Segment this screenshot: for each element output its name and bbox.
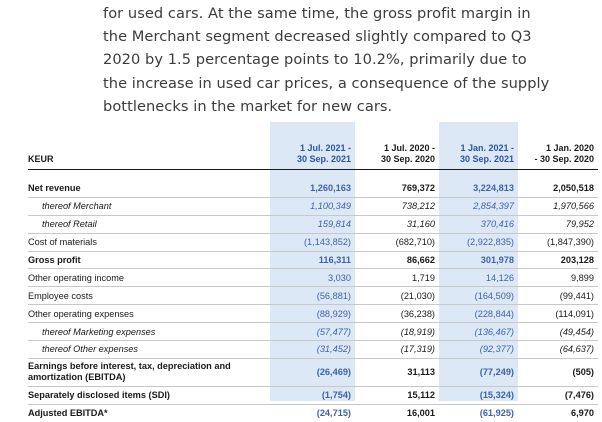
cell: 86,662 [355,251,439,269]
table-row [28,305,598,323]
row-label: Earnings before interest, tax, depreciation and amortization (EBITDA) [28,358,270,386]
cell: (682,710) [355,233,439,251]
table-row [28,197,598,215]
column-header: 1 Jan. 2021 - 30 Sep. 2021 [439,122,518,170]
table-row [28,287,598,305]
cell: (92,377) [439,341,518,359]
table-row [28,323,598,341]
cell: 14,126 [439,269,518,287]
row-label: Employee costs [28,287,270,305]
cell: (18,919) [355,323,439,341]
cell: (21,030) [355,287,439,305]
cell: (77,249) [439,358,518,386]
row-label: thereof Other expenses [28,341,270,359]
intro-line: bottlenecks in the market for new cars. [103,97,393,115]
cell: 1,260,163 [270,180,355,197]
financial-table [28,122,598,422]
intro-line: the increase in used car prices, a consequence of the supply [103,74,550,92]
cell: 6,970 [571,408,594,419]
row-label: Cost of materials [28,233,270,251]
cell: 769,372 [355,180,439,197]
row-label: Other operating expenses [28,305,270,323]
cell: 1,100,349 [270,197,355,215]
cell: (17,319) [355,341,439,359]
cell: (228,844) [439,305,518,323]
cell: (1,847,390) [518,233,598,251]
cell: 3,224,813 [439,180,518,197]
cell: (114,091) [518,305,598,323]
cell: (15,324) [439,386,518,404]
intro-line: the Merchant segment decreased slightly compared to Q3 [103,28,532,46]
cell: (7,476) [518,386,598,404]
cell: 9,899 [518,269,598,287]
cell: (57,477) [270,323,355,341]
table-row [28,404,598,421]
cell: 31,160 [355,215,439,233]
cell: 203,128 [518,251,598,269]
cell: (56,881) [270,287,355,305]
table-row [28,215,598,233]
column-header: 1 Jul. 2021 - 30 Sep. 2021 [270,122,355,170]
cell: 301,978 [439,251,518,269]
row-label: thereof Marketing expenses [28,323,270,341]
cell: 3,030 [270,269,355,287]
row-label: thereof Retail [28,215,270,233]
cell: 31,113 [355,358,439,386]
cell: 370,416 [439,215,518,233]
cell: (1,754) [270,386,355,404]
cell: 2,854,397 [439,197,518,215]
header-spacer [28,170,598,181]
table-row [28,269,598,287]
cell: (61,925) [479,408,514,419]
cell: 1,719 [355,269,439,287]
cell: (505) [518,358,598,386]
row-label: Net revenue [28,180,270,197]
row-label: Other operating income [28,269,270,287]
cell: 2,050,518 [518,180,598,197]
table-row [28,233,598,251]
row-label: Gross profit [28,251,270,269]
table-row [28,180,598,197]
cell: (164,509) [439,287,518,305]
intro-line: 2020 by 1.5 percentage points to 10.2%, primarily due to [103,51,527,69]
row-label: Adjusted EBITDA* [28,408,108,419]
intro-paragraph [103,2,583,118]
cell: (49,454) [518,323,598,341]
table-row [28,358,598,386]
cell: 116,311 [270,251,355,269]
cell: (24,715) [316,408,351,419]
cell: (2,922,835) [439,233,518,251]
row-label: thereof Merchant [28,197,270,215]
cell: (1,143,852) [270,233,355,251]
cell: 738,212 [355,197,439,215]
cell: (136,467) [439,323,518,341]
cell: 159,814 [270,215,355,233]
column-header: 1 Jul. 2020 - 30 Sep. 2020 [355,122,439,170]
table-row [28,341,598,359]
cell: (99,441) [518,287,598,305]
intro-line: for used cars. At the same time, the gross profit margin in [103,5,531,22]
cell: 79,952 [518,215,598,233]
table-row [28,386,598,404]
cell: 1,970,566 [518,197,598,215]
cell: (31,452) [270,341,355,359]
cell: 15,112 [355,386,439,404]
cell: 16,001 [406,408,435,419]
cell: (36,238) [355,305,439,323]
cell: (64,637) [518,341,598,359]
cell: (26,469) [270,358,355,386]
row-label: Separately disclosed items (SDI) [28,386,270,404]
cell: (88,929) [270,305,355,323]
unit-label: KEUR [28,122,270,170]
table-header-row [28,122,598,170]
table-row [28,251,598,269]
column-header: 1 Jan. 2020 - 30 Sep. 2020 [518,122,598,170]
